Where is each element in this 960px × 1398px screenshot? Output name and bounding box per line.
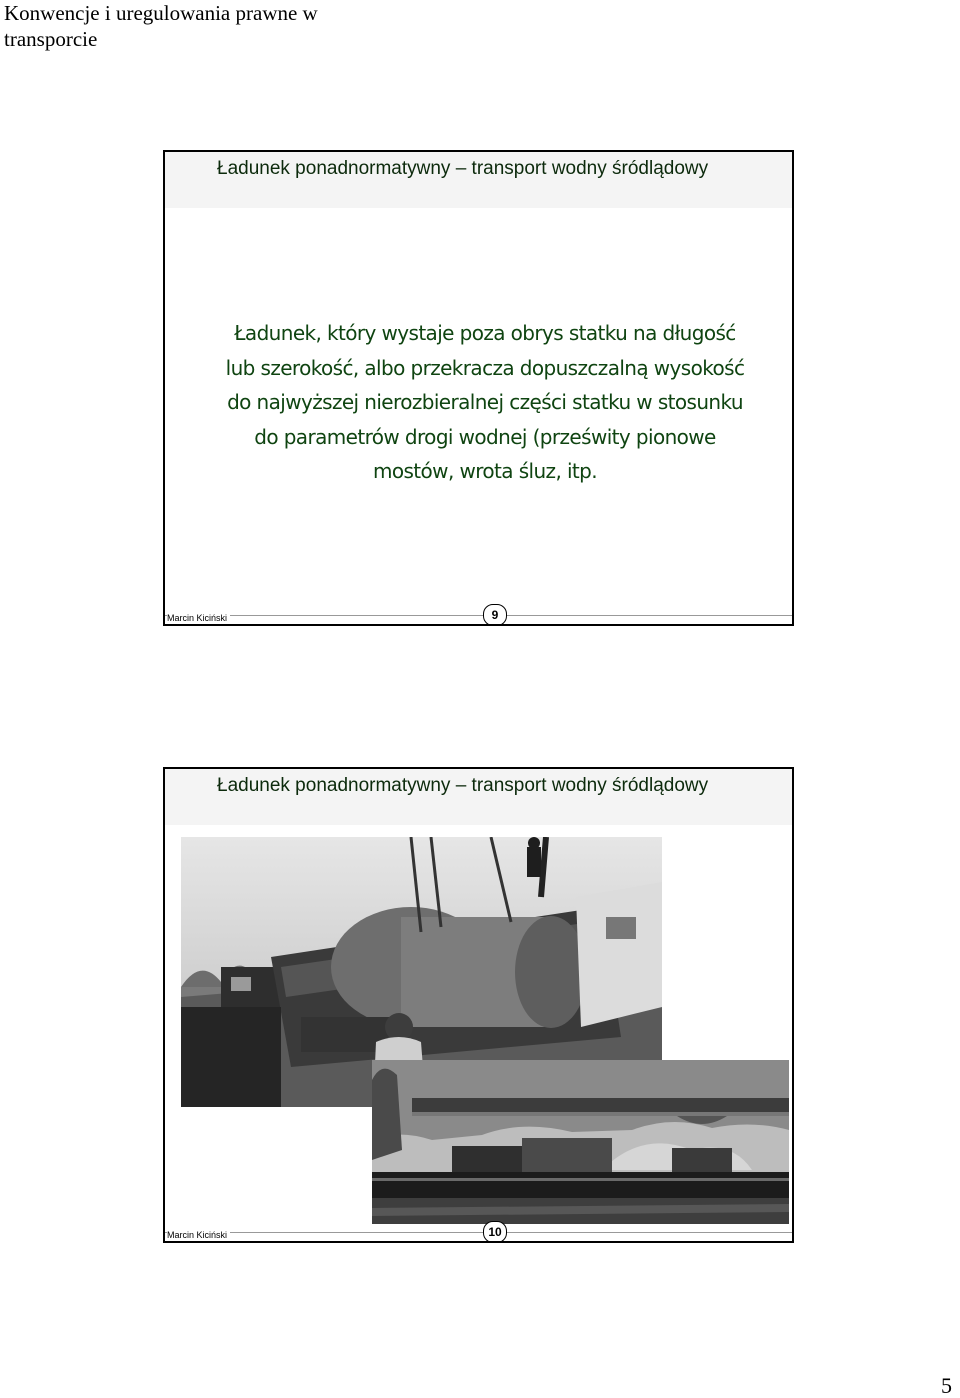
slide-title: Ładunek ponadnormatywny – transport wodny śródlądowy: [217, 775, 709, 796]
barge-under-bridge-photo: [372, 1060, 789, 1224]
slide-number: 9: [483, 604, 507, 626]
slide-body-text: Ładunek, który wystaje poza obrys statku na długość lub szerokość, albo przekracza dopuszczalną wysokość do najwyższej nierozbieralnej części statku w stosunku do parametrów drogi wodnej (prześwity pionowe mostów, wrota śluz, itp.: [225, 321, 745, 483]
slide-footer: [165, 1225, 792, 1241]
slide-author: Marcin Kiciński: [167, 613, 230, 624]
slide-9: [163, 150, 794, 626]
slide-number: 10: [483, 1221, 507, 1243]
document-header: Konwencje i uregulowania prawne w transporcie: [4, 1, 318, 51]
slide-10: [163, 767, 794, 1243]
footer-divider: [165, 1232, 792, 1233]
page-number: 5: [941, 1373, 952, 1398]
slide-author: Marcin Kiciński: [167, 1230, 230, 1241]
slide-footer: [165, 608, 792, 624]
slide-title: Ładunek ponadnormatywny – transport wodny śródlądowy: [217, 158, 709, 179]
footer-divider: [165, 615, 792, 616]
